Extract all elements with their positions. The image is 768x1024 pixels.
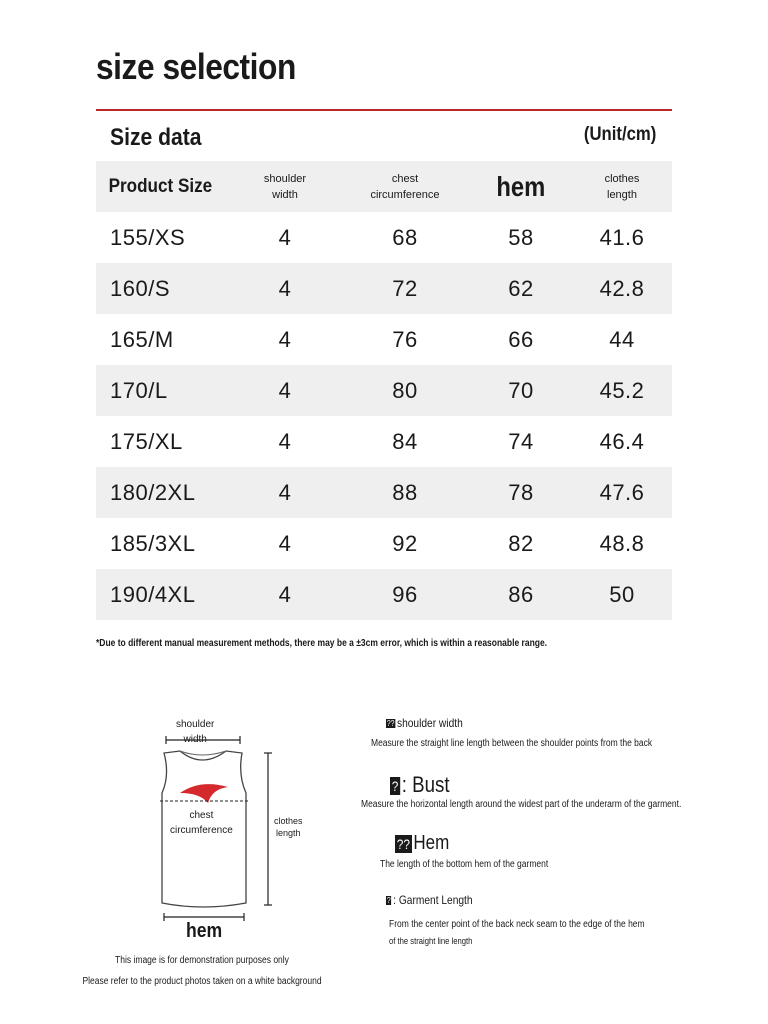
legend-bust-title: ? : Bust [391,772,450,797]
cell-size: 165/M [110,326,174,352]
table-row [96,416,672,467]
photo-notice: Please refer to the product photos taken on a white background [82,976,322,987]
missing-glyph-icon: ?? [386,719,395,729]
cell-size: 175/XL [110,428,183,454]
table-row [96,314,672,365]
legend-shoulder-title: ?? shoulder width [386,716,463,730]
cell-chest: 92 [392,530,418,556]
cell-size: 190/4XL [110,581,196,607]
table-row [96,365,672,416]
cell-chest: 84 [392,428,418,454]
title-divider [96,109,672,111]
diagram-shoulder-label: shoulder width [176,719,215,745]
cell-chest: 96 [392,581,418,607]
cell-chest: 80 [392,377,418,403]
missing-glyph-icon: ?? [396,835,410,852]
demo-notice: This image is for demonstration purposes only [115,955,289,966]
unit-label: (Unit/cm) [583,124,656,145]
cell-length: 50 [609,581,635,607]
size-table [96,161,672,620]
table-row [96,569,672,620]
cell-shoulder: 4 [278,479,292,505]
legend-length-desc-2: of the straight line length [389,936,473,946]
cell-size: 160/S [110,275,170,301]
legend-length-desc: From the center point of the back neck seam to the edge of the hem [389,919,645,930]
cell-shoulder: 4 [278,428,292,454]
diagram-hem-label: hem [186,920,223,942]
section-title: Size data [110,124,202,151]
legend-bust-desc: Measure the horizontal length around the widest part of the underarm of the garment. [361,799,682,810]
cell-hem: 74 [508,428,534,454]
cell-size: 170/L [110,377,168,403]
cell-hem: 86 [508,581,534,607]
cell-hem: 78 [508,479,534,505]
cell-length: 44 [609,326,635,352]
cell-length: 45.2 [599,377,645,403]
diagram-length-label: clothes length [274,816,303,838]
cell-hem: 66 [508,326,534,352]
table-row [96,263,672,314]
cell-shoulder: 4 [278,581,292,607]
table-row [96,518,672,569]
cell-shoulder: 4 [278,224,292,250]
legend-length-title: ? : Garment Length [386,893,473,907]
missing-glyph-icon: ? [386,896,391,906]
cell-chest: 72 [392,275,418,301]
cell-hem: 58 [508,224,534,250]
cell-size: 155/XS [110,224,186,250]
header-product-size: Product Size [108,175,213,197]
measurement-note: *Due to different manual measurement methods, there may be a ±3cm error, which is within a reasonable range. [96,638,548,649]
cell-chest: 88 [392,479,418,505]
header-hem: hem [496,170,546,202]
header-shoulder-width: shoulder width [263,172,307,201]
cell-length: 46.4 [599,428,645,454]
cell-hem: 62 [508,275,534,301]
cell-hem: 70 [508,377,534,403]
cell-shoulder: 4 [278,377,292,403]
page-title: size selection [96,46,296,87]
cell-shoulder: 4 [278,326,292,352]
cell-length: 48.8 [599,530,645,556]
cell-shoulder: 4 [278,275,292,301]
cell-chest: 76 [392,326,418,352]
cell-length: 47.6 [599,479,645,505]
table-row [96,467,672,518]
legend-shoulder-desc: Measure the straight line length between the shoulder points from the back [371,738,653,749]
header-clothes-length: clothes length [604,172,640,201]
cell-size: 185/3XL [110,530,196,556]
cell-length: 42.8 [599,275,645,301]
table-row [96,212,672,263]
missing-glyph-icon: ? [391,778,399,795]
legend-hem-desc: The length of the bottom hem of the garment [380,859,549,870]
cell-size: 180/2XL [110,479,196,505]
cell-hem: 82 [508,530,534,556]
diagram-chest-label: chest circumference [170,810,233,836]
table-header-row [96,161,672,212]
cell-length: 41.6 [599,224,645,250]
legend-hem-title: ?? Hem [396,832,450,854]
cell-chest: 68 [392,224,418,250]
cell-shoulder: 4 [278,530,292,556]
header-chest: chest circumference [370,172,440,201]
